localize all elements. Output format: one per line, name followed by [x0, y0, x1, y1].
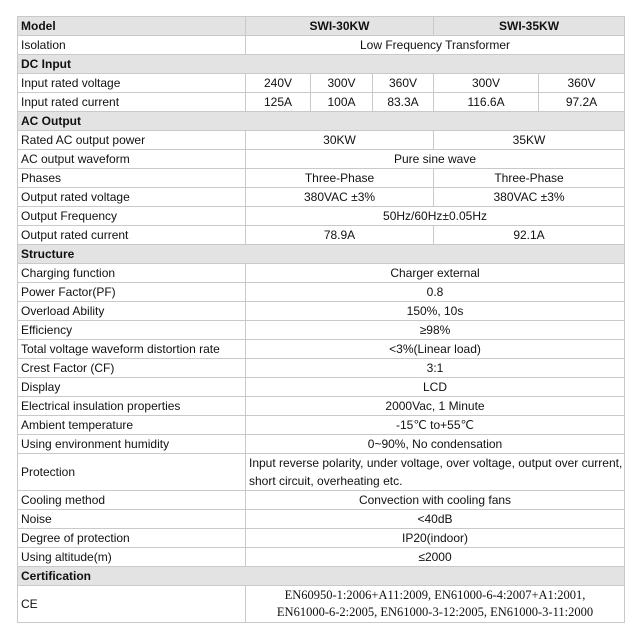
- row-value: 3:1: [246, 359, 625, 378]
- row-value: IP20(indoor): [246, 529, 625, 548]
- model-b: SWI-35KW: [434, 17, 625, 36]
- row-value: ≥98%: [246, 321, 625, 340]
- row-label: Input rated voltage: [18, 74, 246, 93]
- model-a: SWI-30KW: [246, 17, 434, 36]
- cell-value: Three-Phase: [434, 169, 625, 188]
- row-label: Display: [18, 378, 246, 397]
- header-row: [18, 17, 625, 36]
- section-title: Structure: [18, 245, 625, 264]
- row-label: Using environment humidity: [18, 435, 246, 454]
- row-value: ≤2000: [246, 548, 625, 567]
- row-value: <3%(Linear load): [246, 340, 625, 359]
- spec-row: [18, 359, 625, 378]
- spec-row: [18, 283, 625, 302]
- cell-value: 30KW: [246, 131, 434, 150]
- ce-row: [18, 586, 625, 623]
- row-value: 2000Vac, 1 Minute: [246, 397, 625, 416]
- spec-row: [18, 435, 625, 454]
- row-value: <40dB: [246, 510, 625, 529]
- cell-value: 380VAC ±3%: [434, 188, 625, 207]
- cell-value: 83.3A: [373, 93, 434, 112]
- spec-table: [17, 16, 625, 623]
- row-value: 150%, 10s: [246, 302, 625, 321]
- row-label: Degree of protection: [18, 529, 246, 548]
- spec-row: [18, 321, 625, 340]
- row-value: 50Hz/60Hz±0.05Hz: [246, 207, 625, 226]
- spec-row: [18, 416, 625, 435]
- spec-row: [18, 548, 625, 567]
- section-dc-input: [18, 55, 625, 74]
- row-label: AC output waveform: [18, 150, 246, 169]
- row-label: Rated AC output power: [18, 131, 246, 150]
- cell-value: 92.1A: [434, 226, 625, 245]
- section-title: DC Input: [18, 55, 625, 74]
- cell-value: 380VAC ±3%: [246, 188, 434, 207]
- cell-value: 300V: [311, 74, 373, 93]
- cell-value: 100A: [311, 93, 373, 112]
- spec-row: [18, 510, 625, 529]
- cell-value: 78.9A: [246, 226, 434, 245]
- spec-row: [18, 378, 625, 397]
- phases-row: [18, 169, 625, 188]
- row-label: Protection: [18, 454, 246, 491]
- output-power-row: [18, 131, 625, 150]
- row-label: Efficiency: [18, 321, 246, 340]
- section-certification: [18, 567, 625, 586]
- section-structure: [18, 245, 625, 264]
- cell-value: 116.6A: [434, 93, 539, 112]
- row-label: Input rated current: [18, 93, 246, 112]
- cell-value: 97.2A: [539, 93, 625, 112]
- row-label: Total voltage waveform distortion rate: [18, 340, 246, 359]
- row-value: Pure sine wave: [246, 150, 625, 169]
- ce-line: EN61000-6-2:2005, EN61000-3-12:2005, EN61000-3-11:2000: [276, 605, 594, 619]
- section-title: AC Output: [18, 112, 625, 131]
- cell-value: 360V: [539, 74, 625, 93]
- input-current-row: [18, 93, 625, 112]
- spec-row: [18, 264, 625, 283]
- ce-value: [246, 586, 625, 623]
- row-label: Output rated voltage: [18, 188, 246, 207]
- row-label: Charging function: [18, 264, 246, 283]
- spec-row: [18, 491, 625, 510]
- row-value: Low Frequency Transformer: [246, 36, 625, 55]
- ce-line: EN60950-1:2006+A11:2009, EN61000-6-4:2007+A1:2001,: [284, 588, 586, 602]
- output-current-row: [18, 226, 625, 245]
- row-label: Phases: [18, 169, 246, 188]
- row-label: Output Frequency: [18, 207, 246, 226]
- row-label: Power Factor(PF): [18, 283, 246, 302]
- protection-value: [246, 454, 625, 491]
- row-label: Ambient temperature: [18, 416, 246, 435]
- cell-value: 35KW: [434, 131, 625, 150]
- cell-value: Three-Phase: [246, 169, 434, 188]
- spec-row: [18, 340, 625, 359]
- cell-value: 360V: [373, 74, 434, 93]
- section-title: Certification: [18, 567, 625, 586]
- row-label: Using altitude(m): [18, 548, 246, 567]
- input-voltage-row: [18, 74, 625, 93]
- row-label: Noise: [18, 510, 246, 529]
- row-value: 0.8: [246, 283, 625, 302]
- row-value: 0~90%, No condensation: [246, 435, 625, 454]
- spec-row: [18, 529, 625, 548]
- model-label: Model: [18, 17, 246, 36]
- section-ac-output: [18, 112, 625, 131]
- protection-line: short circuit, overheating etc.: [249, 474, 403, 488]
- row-label: Output rated current: [18, 226, 246, 245]
- cell-value: 240V: [246, 74, 311, 93]
- spec-row: [18, 397, 625, 416]
- row-label: Isolation: [18, 36, 246, 55]
- protection-row: [18, 454, 625, 491]
- spec-row: [18, 302, 625, 321]
- protection-line: Input reverse polarity, under voltage, over voltage, output over current,: [249, 456, 623, 470]
- cell-value: 125A: [246, 93, 311, 112]
- row-label: Electrical insulation properties: [18, 397, 246, 416]
- output-frequency-row: [18, 207, 625, 226]
- row-value: LCD: [246, 378, 625, 397]
- cell-value: 300V: [434, 74, 539, 93]
- row-label: Overload Ability: [18, 302, 246, 321]
- output-voltage-row: [18, 188, 625, 207]
- row-label: Crest Factor (CF): [18, 359, 246, 378]
- row-value: -15℃ to+55℃: [246, 416, 625, 435]
- row-label: Cooling method: [18, 491, 246, 510]
- row-value: Charger external: [246, 264, 625, 283]
- isolation-row: [18, 36, 625, 55]
- waveform-row: [18, 150, 625, 169]
- row-value: Convection with cooling fans: [246, 491, 625, 510]
- row-label: CE: [18, 586, 246, 623]
